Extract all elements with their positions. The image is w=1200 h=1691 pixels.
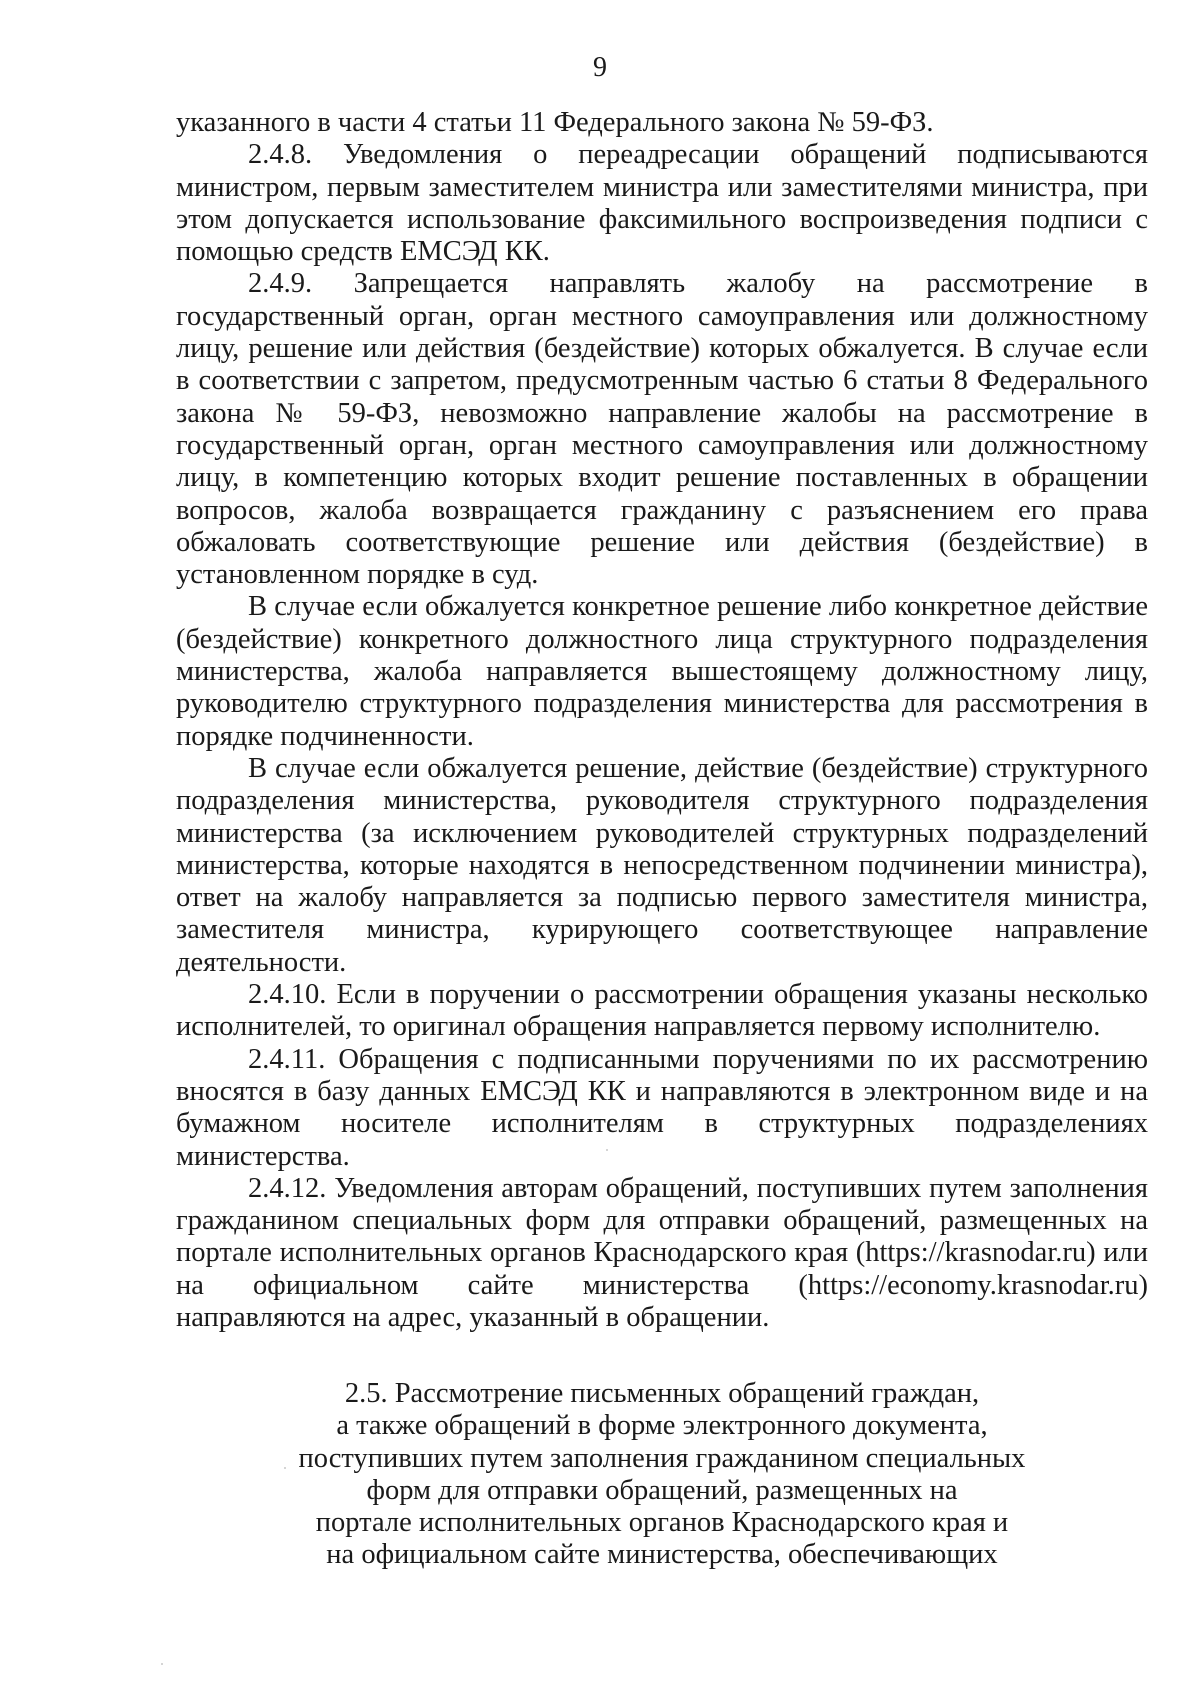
paragraph-specific-decision: В случае если обжалуется конкретное решение либо конкретное действие (бездействие) конкретного должностного лица структурного подразделения министерства, жалоба направляется вышестоящему должностному лицу, руководителю структурного подразделения министерства для рассмотрения в порядке подчиненности. [176,591,1148,752]
page-number: 9 [593,52,607,83]
heading-line: форм для отправки обращений, размещенных на [366,1474,958,1506]
ministry-site-link[interactable]: https://economy.krasnodar.ru [807,1269,1139,1301]
paragraph-2-4-9: 2.4.9. Запрещается направлять жалобу на рассмотрение в государственный орган, орган местного самоуправления или должностному лицу, решение или действия (бездействие) которых обжалуется. В случае если в соответствии с запретом, предусмотренным частью 6 статьи 8 Федерального закона № 59-ФЗ, невозможно направление жалобы на рассмотрение в государственный орган, орган местного самоуправления или должностному лицу, в компетенцию которых входит решение поставленных в обращении вопросов, жалоба возвращается гражданину с разъяснением его права обжаловать соответствующие решение или действия (бездействие) в установленном порядке в суд. [176,268,1148,591]
scan-speck [606,1149,608,1151]
krasnodar-portal-link[interactable]: https://krasnodar.ru [865,1237,1087,1269]
paragraph-2-4-12-part-1: 2.4.12. Уведомления авторам обращений, поступивших путем заполнения гражданином специальных форм для отправки обращений, размещенных на портале исполнительных органов Краснодарского края ( [176,1172,1148,1269]
heading-line: а также обращений в форме электронного документа, [336,1410,988,1442]
paragraph-2-4-12-part-3: ) направляются на адрес, указанный в обращении. [176,1269,1148,1333]
heading-line: поступивших путем заполнения гражданином специальных [298,1442,1026,1474]
paragraph-2-4-10: 2.4.10. Если в поручении о рассмотрении обращения указаны несколько исполнителей, то оригинал обращения направляется первому исполнителю. [176,979,1148,1043]
paragraph-continuation: указанного в части 4 статьи 11 Федерального закона № 59-ФЗ. [176,107,934,138]
section-heading-2-5 [176,1378,1148,1572]
paragraph-2-4-12 [176,1173,1148,1334]
paragraph-2-4-11: 2.4.11. Обращения с подписанными поручениями по их рассмотрению вносятся в базу данных ЕМСЭД КК и направляются в электронном виде и на бумажном носителе исполнителям в структурных подразделениях министерства. [176,1043,1148,1172]
heading-line: 2.5. Рассмотрение письменных обращений граждан, [344,1378,980,1409]
paragraph-division-decision: В случае если обжалуется решение, действие (бездействие) структурного подразделения министерства, руководителя структурного подразделения министерства (за исключением руководителей структурных подразделений министерства, которые находятся в непосредственном подчинении министра), ответ на жалобу направляется за подписью первого заместителя министра, заместителя министра, курирующего соответствующее направление деятельности. [176,752,1148,978]
heading-line: на официальном сайте министерства, обеспечивающих [326,1539,998,1571]
paragraph-2-4-12-part-2: ) или на официальном сайте министерства ( [176,1237,1148,1301]
paragraph-2-4-8: 2.4.8. Уведомления о переадресации обращений подписываются министром, первым заместителем министра или заместителями министра, при этом допускается использование факсимильного воспроизведения подписи с помощью средств ЕМСЭД КК. [176,139,1148,268]
scan-speck [161,1663,163,1665]
scan-speck [284,1467,286,1469]
heading-line: портале исполнительных органов Краснодарского края и [315,1507,1009,1539]
body-text [176,107,1148,1334]
